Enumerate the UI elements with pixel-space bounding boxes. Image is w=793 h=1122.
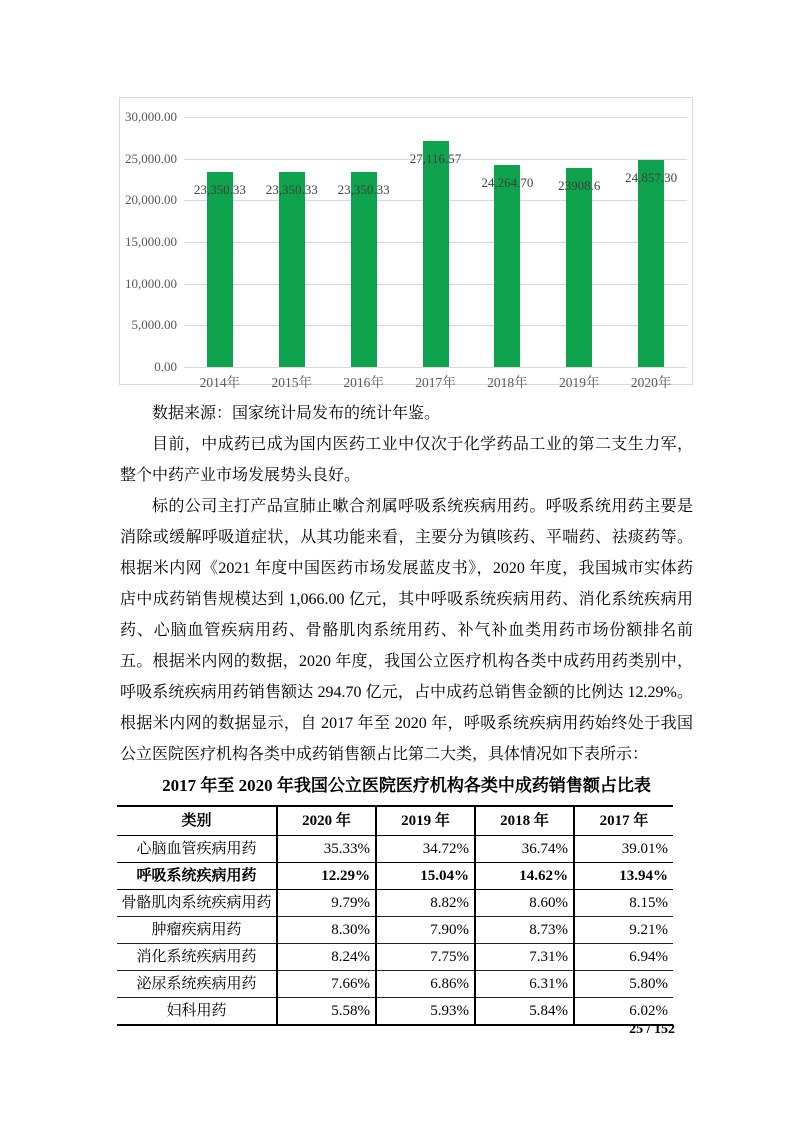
bar-value-label: 23908.6	[558, 177, 601, 193]
category-cell: 骨骼肌肉系统疾病用药	[117, 890, 277, 917]
bar-value-label: 24,264.70	[481, 174, 534, 190]
table-header-cell: 2020 年	[277, 806, 376, 836]
gridline	[184, 117, 687, 118]
y-axis-tick-label: 30,000.00	[125, 109, 177, 124]
value-cell: 13.94%	[574, 863, 673, 890]
x-axis-tick-label: 2020年	[630, 375, 672, 390]
value-cell: 8.15%	[574, 890, 673, 917]
bar-value-label: 23,350.33	[193, 182, 246, 198]
value-cell: 39.01%	[574, 836, 673, 863]
value-cell: 5.80%	[574, 971, 673, 998]
x-axis-tick-label: 2018年	[487, 375, 528, 390]
value-cell: 8.60%	[475, 890, 574, 917]
text-body	[120, 398, 693, 1026]
y-axis-tick-label: 20,000.00	[125, 192, 177, 208]
category-cell: 消化系统疾病用药	[117, 944, 277, 971]
share-table	[117, 805, 673, 1026]
bar	[494, 165, 520, 367]
paragraph-industry-detail: 标的公司主打产品宣肺止嗽合剂属呼吸系统疾病用药。呼吸系统用药主要是消除或缓解呼吸道症状，从其功能来看，主要分为镇咳药、平喘药、祛痰药等。根据米内网《2021 年度中国医药市场发展蓝皮书》，2020 年度，我国城市实体药店中成药销售规模达到 1,066.00 亿元，其中呼吸系统疾病用药、消化系统疾病用药、心脑血管疾病用药、骨骼肌肉系统用药、补气补血类用药市场份额排名前五。根据米内网的数据，2020 年度，我国公立医疗机构各类中成药用药类别中，呼吸系统疾病用药销售额达 294.70 亿元，占中成药总销售金额的比例达 12.29%。根据米内网的数据显示，自 2017 年至 2020 年，呼吸系统疾病用药始终处于我国公立医院医疗机构各类中成药销售额占比第二大类，具体情况如下表所示：	[120, 498, 693, 763]
value-cell: 8.24%	[277, 944, 376, 971]
category-cell: 心脑血管疾病用药	[117, 836, 277, 863]
value-cell: 6.02%	[574, 998, 673, 1026]
table-row	[117, 836, 673, 863]
bar-value-label: 23,350.33	[337, 182, 390, 198]
table-header-row	[117, 806, 673, 836]
value-cell: 5.93%	[376, 998, 475, 1026]
value-cell: 8.30%	[277, 917, 376, 944]
table-header-cell: 2018 年	[475, 806, 574, 836]
x-axis-tick-label: 2015年	[271, 375, 313, 390]
paragraph-overview: 目前，中成药已成为国内医药工业中仅次于化学药品工业的第二支生力军，整个中药产业市场发展势头良好。	[120, 436, 693, 484]
value-cell: 35.33%	[277, 836, 376, 863]
value-cell: 5.84%	[475, 998, 574, 1026]
bar	[566, 168, 592, 367]
value-cell: 9.79%	[277, 890, 376, 917]
y-axis-tick-label: 25,000.00	[125, 150, 177, 166]
table-row	[117, 998, 673, 1026]
y-axis-tick-label: 0.00	[154, 359, 177, 374]
bar-value-label: 24,857.30	[625, 169, 678, 185]
bar-value-label: 23,350.33	[265, 182, 318, 198]
table-row	[117, 971, 673, 998]
value-cell: 8.82%	[376, 890, 475, 917]
table-header-cell: 2019 年	[376, 806, 475, 836]
value-cell: 6.94%	[574, 944, 673, 971]
x-axis-tick-label: 2014年	[199, 375, 241, 390]
data-source-note: 数据来源：国家统计局发布的统计年鉴。	[152, 405, 441, 422]
table-header-cell: 类别	[117, 806, 277, 836]
value-cell: 7.75%	[376, 944, 475, 971]
bar	[638, 160, 664, 367]
bar	[351, 172, 377, 367]
category-cell: 呼吸系统疾病用药	[117, 863, 277, 890]
bar	[207, 172, 233, 367]
bar	[423, 141, 449, 367]
page-number: 25 / 152	[629, 1022, 675, 1037]
value-cell: 7.66%	[277, 971, 376, 998]
value-cell: 15.04%	[376, 863, 475, 890]
table-row	[117, 917, 673, 944]
y-axis-tick-label: 15,000.00	[125, 234, 177, 249]
value-cell: 6.31%	[475, 971, 574, 998]
x-axis-tick-label: 2019年	[558, 375, 600, 390]
table-title: 2017 年至 2020 年我国公立医院医疗机构各类中成药销售额占比表	[162, 776, 651, 795]
value-cell: 9.21%	[574, 917, 673, 944]
bar-value-label: 27,116.57	[409, 151, 462, 167]
category-cell: 肿瘤疾病用药	[117, 917, 277, 944]
table-header-cell: 2017 年	[574, 806, 673, 836]
bar	[279, 172, 305, 367]
value-cell: 8.73%	[475, 917, 574, 944]
value-cell: 7.90%	[376, 917, 475, 944]
value-cell: 36.74%	[475, 836, 574, 863]
table-row	[117, 944, 673, 971]
value-cell: 34.72%	[376, 836, 475, 863]
table-row	[117, 863, 673, 890]
value-cell: 14.62%	[475, 863, 574, 890]
value-cell: 12.29%	[277, 863, 376, 890]
category-cell: 泌尿系统疾病用药	[117, 971, 277, 998]
x-axis-tick-label: 2017年	[415, 375, 456, 390]
y-axis-tick-label: 5,000.00	[131, 317, 177, 333]
gridline	[184, 367, 687, 368]
x-axis-tick-label: 2016年	[343, 375, 384, 390]
value-cell: 6.86%	[376, 971, 475, 998]
value-cell: 7.31%	[475, 944, 574, 971]
category-cell: 妇科用药	[166, 1003, 227, 1019]
y-axis-tick-label: 10,000.00	[125, 275, 177, 291]
table-row	[117, 890, 673, 917]
value-cell: 5.58%	[277, 998, 376, 1026]
bar-chart	[119, 97, 693, 390]
